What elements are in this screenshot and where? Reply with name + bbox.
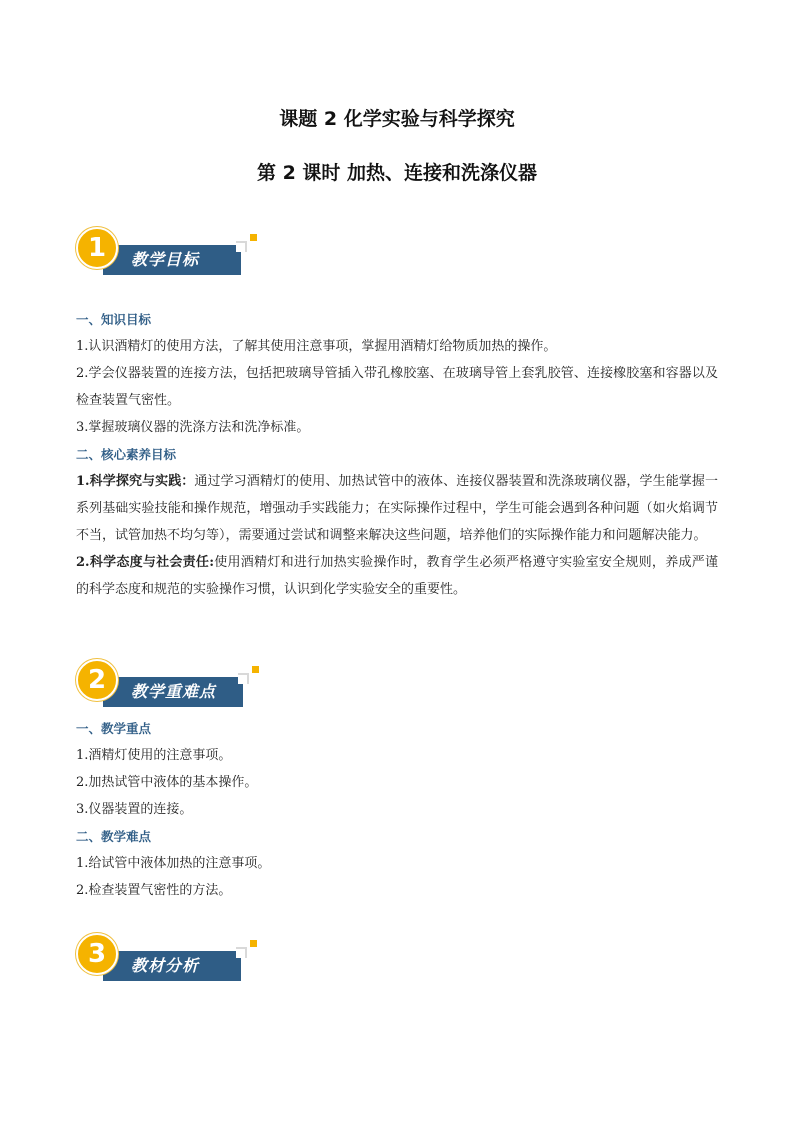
difficult-item: 1.给试管中液体加热的注意事项。 <box>76 856 271 871</box>
knowledge-item: 2.学会仪器装置的连接方法，包括把玻璃导管插入带孔橡胶塞、在玻璃导管上套乳胶管、连接橡胶塞和容器以及检查装置气密性。 <box>76 366 718 408</box>
badge-number: 3 <box>76 933 118 975</box>
badge-number: 1 <box>76 227 118 269</box>
badge-dot-decoration <box>250 234 257 241</box>
badge-label: 教学重难点 <box>131 682 217 701</box>
goals-section <box>76 306 718 603</box>
core-item-text: 通过学习酒精灯的使用、加热试管中的液体、连接仪器装置和洗涤玻璃仪器，学生能掌握一系列基础实验技能和操作规范，增强动手实践能力；在实际操作过程中，学生可能会遇到各种问题（如火焰调节不当，试管加热不均匀等），需要通过尝试和调整来解决这些问题，培养他们的实际操作能力和问题解决能力。 <box>76 474 718 543</box>
knowledge-heading: 一、知识目标 <box>76 312 152 327</box>
core-item <box>76 549 718 603</box>
section-badge-analysis <box>76 933 276 983</box>
key-heading: 一、教学重点 <box>76 721 152 736</box>
badge-bar <box>103 951 241 981</box>
badge-corner-decoration <box>236 947 247 958</box>
difficult-item: 2.检查装置气密性的方法。 <box>76 883 232 898</box>
page-title: 课题 2 化学实验与科学探究 <box>279 108 515 130</box>
knowledge-item: 1.认识酒精灯的使用方法，了解其使用注意事项，掌握用酒精灯给物质加热的操作。 <box>76 339 557 354</box>
core-item-text: 使用酒精灯和进行加热实验操作时，教育学生必须严格遵守实验室安全规则，养成严谨的科学态度和规范的实验操作习惯，认识到化学实验安全的重要性。 <box>76 555 718 597</box>
keypoints-section <box>76 715 718 904</box>
badge-dot-decoration <box>252 666 259 673</box>
section-badge-goals <box>76 227 276 277</box>
badge-number: 2 <box>76 659 118 701</box>
section-badge-keypoints <box>76 659 276 709</box>
key-item: 3.仪器装置的连接。 <box>76 802 193 817</box>
difficult-heading: 二、教学难点 <box>76 829 152 844</box>
core-item-label: 1.科学探究与实践： <box>76 474 195 489</box>
badge-corner-decoration <box>238 673 249 684</box>
key-item: 1.酒精灯使用的注意事项。 <box>76 748 232 763</box>
badge-corner-decoration <box>236 241 247 252</box>
key-item: 2.加热试管中液体的基本操作。 <box>76 775 258 790</box>
core-item-label: 2.科学态度与社会责任: <box>76 555 214 570</box>
badge-dot-decoration <box>250 940 257 947</box>
core-heading: 二、核心素养目标 <box>76 447 177 462</box>
page-subtitle: 第 2 课时 加热、连接和洗涤仪器 <box>256 162 538 184</box>
core-item <box>76 468 718 549</box>
badge-bar <box>103 245 241 275</box>
badge-label: 教学目标 <box>131 250 200 269</box>
knowledge-item: 3.掌握玻璃仪器的洗涤方法和洗净标准。 <box>76 420 310 435</box>
badge-bar <box>103 677 243 707</box>
badge-label: 教材分析 <box>131 956 200 975</box>
